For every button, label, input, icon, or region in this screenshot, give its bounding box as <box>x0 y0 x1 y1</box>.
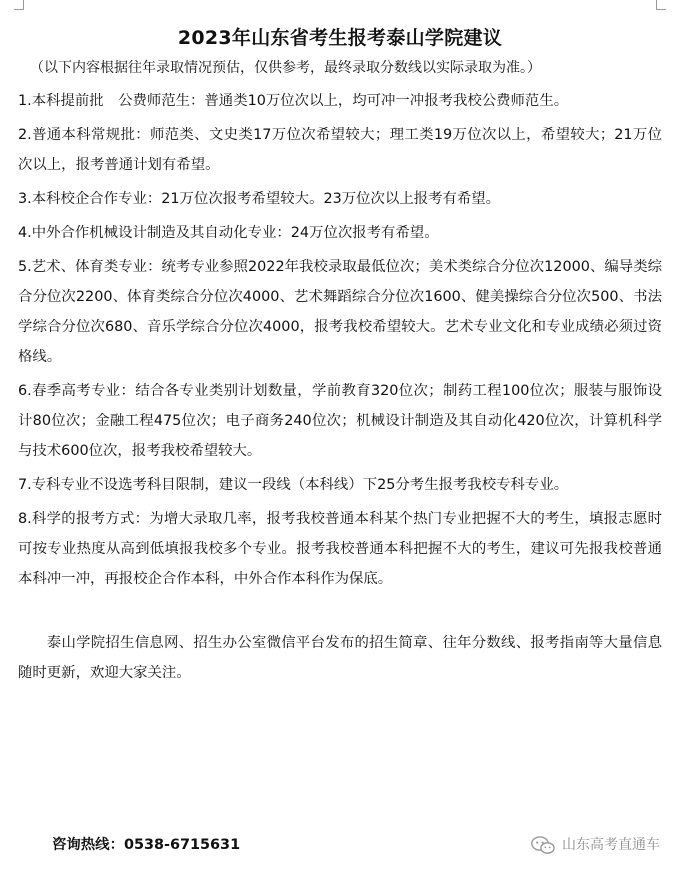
recommendation-item-1: 1.本科提前批 公费师范生：普通类10万位次以上，均可冲一冲报考我校公费师范生。 <box>18 93 569 109</box>
blank-line <box>18 598 662 628</box>
recommendation-item-4: 4.中外合作机械设计制造及其自动化专业：24万位次报考有希望。 <box>18 225 439 241</box>
recommendation-item-7: 7.专科专业不设选考科目限制，建议一段线（本科线）下25分考生报考我校专科专业。 <box>18 477 569 493</box>
disclaimer-note: （以下内容根据往年录取情况预估，仅供参考，最终录取分数线以实际录取为准。） <box>30 60 541 76</box>
recommendation-item-3: 3.本科校企合作专业：21万位次报考希望较大。23万位次以上报考有希望。 <box>18 191 501 207</box>
hotline-number: 0538-6715631 <box>123 837 241 853</box>
page-corner-mark-left <box>14 0 24 10</box>
watermark-text: 山东高考直通车 <box>562 837 660 853</box>
hotline <box>52 834 240 856</box>
page-corner-mark-right <box>656 0 666 10</box>
closing-paragraph: 泰山学院招生信息网、招生办公室微信平台发布的招生简章、往年分数线、报考指南等大量信息随时更新，欢迎大家关注。 <box>18 635 662 681</box>
wechat-icon <box>530 835 556 855</box>
document-title: 2023年山东省考生报考泰山学院建议 <box>177 27 503 49</box>
document-page <box>18 24 662 694</box>
recommendation-item-5: 5.艺术、体育类专业：统考专业参照2022年我校录取最低位次；美术类综合分位次12000、编导类综合分位次2200、体育类综合分位次4000、艺术舞蹈综合分位次1600、健美操综合分位次500、书法学综合分位次680、音乐学综合分位次4000，报考我校希望较大。艺术专业文化和专业成绩必须过资格线。 <box>18 259 662 365</box>
hotline-label: 咨询热线： <box>52 837 124 853</box>
recommendation-item-8: 8.科学的报考方式：为增大录取几率，报考我校普通本科某个热门专业把握不大的考生，填报志愿时可按专业热度从高到低填报我校多个专业。报考我校普通本科把握不大的考生，建议可先报我校普通本科冲一冲，再报校企合作本科，中外合作本科作为保底。 <box>18 511 662 587</box>
watermark <box>530 834 660 856</box>
recommendation-item-6: 6.春季高考专业：结合各专业类别计划数量，学前教育320位次；制药工程100位次；服装与服饰设计80位次；金融工程475位次；电子商务240位次；机械设计制造及其自动化420位次，计算机科学与技术600位次，报考我校希望较大。 <box>18 383 662 459</box>
recommendation-item-2: 2.普通本科常规批：师范类、文史类17万位次希望较大；理工类19万位次以上，希望较大；21万位次以上，报考普通计划有希望。 <box>18 127 662 173</box>
